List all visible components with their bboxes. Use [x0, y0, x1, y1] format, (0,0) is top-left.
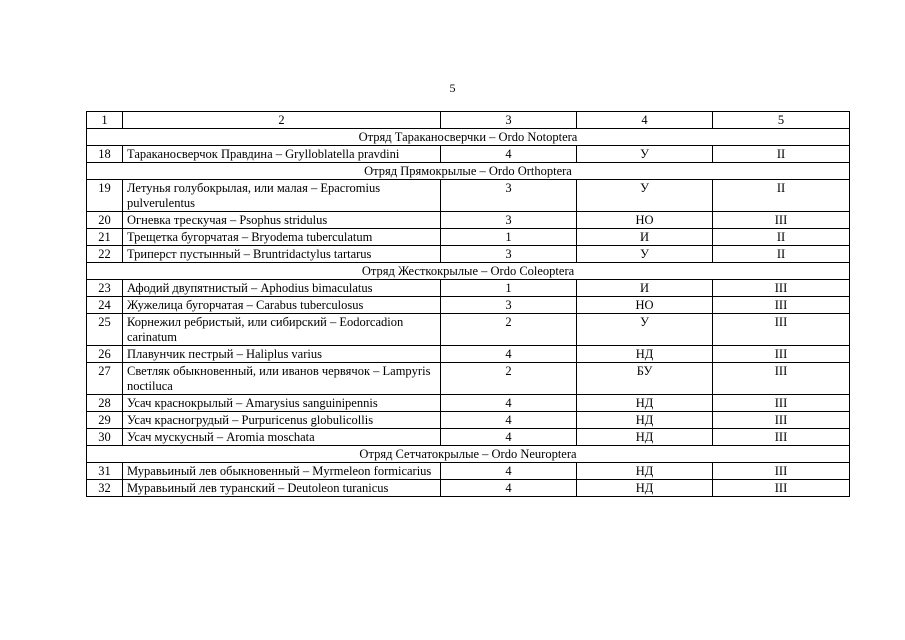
protection-class: II	[713, 146, 850, 163]
species-name: Плавунчик пестрый – Haliplus varius	[123, 346, 441, 363]
group-row	[87, 263, 850, 280]
status-value: НД	[577, 429, 713, 446]
protection-class: II	[713, 180, 850, 212]
group-row	[87, 163, 850, 180]
category-value: 3	[441, 297, 577, 314]
table-row	[87, 280, 850, 297]
header-cell-1: 1	[87, 112, 123, 129]
species-name: Корнежил ребристый, или сибирский – Eodorcadion carinatum	[123, 314, 441, 346]
row-number: 32	[87, 480, 123, 497]
species-name: Триперст пустынный – Bruntridactylus tartarus	[123, 246, 441, 263]
status-value: НД	[577, 395, 713, 412]
species-name: Муравьиный лев обыкновенный – Myrmeleon formicarius	[123, 463, 441, 480]
row-number: 24	[87, 297, 123, 314]
protection-class: III	[713, 429, 850, 446]
table-row	[87, 146, 850, 163]
protection-class: III	[713, 212, 850, 229]
category-value: 3	[441, 246, 577, 263]
category-value: 1	[441, 229, 577, 246]
table-row	[87, 297, 850, 314]
status-value: У	[577, 146, 713, 163]
species-name: Усач красногрудый – Purpuricenus globulicollis	[123, 412, 441, 429]
row-number: 30	[87, 429, 123, 446]
protection-class: III	[713, 297, 850, 314]
row-number: 22	[87, 246, 123, 263]
species-table	[86, 111, 850, 497]
species-name: Жужелица бугорчатая – Carabus tuberculosus	[123, 297, 441, 314]
row-number: 21	[87, 229, 123, 246]
page-number: 5	[449, 81, 456, 95]
category-value: 4	[441, 146, 577, 163]
row-number: 19	[87, 180, 123, 212]
status-value: И	[577, 280, 713, 297]
status-value: НД	[577, 463, 713, 480]
group-title: Отряд Сетчатокрылые – Ordo Neuroptera	[87, 446, 850, 463]
header-cell-2: 2	[123, 112, 441, 129]
status-value: И	[577, 229, 713, 246]
table-row	[87, 429, 850, 446]
table-row	[87, 180, 850, 212]
protection-class: III	[713, 363, 850, 395]
table-row	[87, 314, 850, 346]
status-value: НО	[577, 212, 713, 229]
table-row	[87, 346, 850, 363]
row-number: 23	[87, 280, 123, 297]
protection-class: III	[713, 314, 850, 346]
species-name: Летунья голубокрылая, или малая – Epacromius pulverulentus	[123, 180, 441, 212]
table-row	[87, 363, 850, 395]
row-number: 29	[87, 412, 123, 429]
header-cell-4: 4	[577, 112, 713, 129]
category-value: 4	[441, 395, 577, 412]
header-row	[87, 112, 850, 129]
species-name: Трещетка бугорчатая – Bryodema tuberculatum	[123, 229, 441, 246]
group-title: Отряд Жесткокрылые – Ordo Coleoptera	[87, 263, 850, 280]
header-cell-3: 3	[441, 112, 577, 129]
category-value: 2	[441, 363, 577, 395]
table-row	[87, 212, 850, 229]
category-value: 3	[441, 180, 577, 212]
category-value: 2	[441, 314, 577, 346]
protection-class: II	[713, 229, 850, 246]
protection-class: III	[713, 480, 850, 497]
row-number: 28	[87, 395, 123, 412]
group-title: Отряд Тараканосверчки – Ordo Notoptera	[87, 129, 850, 146]
header-cell-5: 5	[713, 112, 850, 129]
species-name: Усач краснокрылый – Amarysius sanguinipennis	[123, 395, 441, 412]
category-value: 4	[441, 463, 577, 480]
table-row	[87, 412, 850, 429]
species-name: Тараканосверчок Правдина – Grylloblatella pravdini	[123, 146, 441, 163]
table-row	[87, 463, 850, 480]
category-value: 4	[441, 429, 577, 446]
table-row	[87, 229, 850, 246]
status-value: НД	[577, 412, 713, 429]
status-value: НД	[577, 346, 713, 363]
status-value: БУ	[577, 363, 713, 395]
category-value: 3	[441, 212, 577, 229]
status-value: НД	[577, 480, 713, 497]
status-value: НО	[577, 297, 713, 314]
protection-class: II	[713, 246, 850, 263]
protection-class: III	[713, 280, 850, 297]
protection-class: III	[713, 463, 850, 480]
protection-class: III	[713, 395, 850, 412]
category-value: 4	[441, 346, 577, 363]
row-number: 20	[87, 212, 123, 229]
table-row	[87, 395, 850, 412]
table-row	[87, 480, 850, 497]
status-value: У	[577, 246, 713, 263]
species-name: Светляк обыкновенный, или иванов червячок – Lampyris noctiluca	[123, 363, 441, 395]
species-name: Огневка трескучая – Psophus stridulus	[123, 212, 441, 229]
row-number: 31	[87, 463, 123, 480]
category-value: 1	[441, 280, 577, 297]
row-number: 26	[87, 346, 123, 363]
table-row	[87, 246, 850, 263]
species-name: Афодий двупятнистый – Aphodius bimaculatus	[123, 280, 441, 297]
row-number: 27	[87, 363, 123, 395]
category-value: 4	[441, 412, 577, 429]
status-value: У	[577, 180, 713, 212]
protection-class: III	[713, 412, 850, 429]
group-title: Отряд Прямокрылые – Ordo Orthoptera	[87, 163, 850, 180]
table-body	[87, 112, 850, 497]
group-row	[87, 129, 850, 146]
species-name: Усач мускусный – Aromia moschata	[123, 429, 441, 446]
protection-class: III	[713, 346, 850, 363]
row-number: 25	[87, 314, 123, 346]
status-value: У	[577, 314, 713, 346]
category-value: 4	[441, 480, 577, 497]
group-row	[87, 446, 850, 463]
row-number: 18	[87, 146, 123, 163]
species-name: Муравьиный лев туранский – Deutoleon turanicus	[123, 480, 441, 497]
